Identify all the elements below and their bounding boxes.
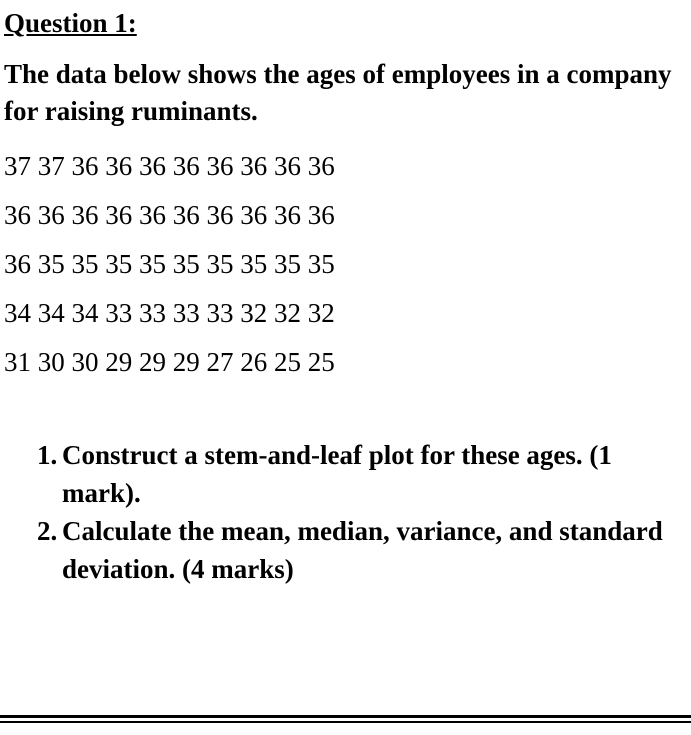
data-row: 36 36 36 36 36 36 36 36 36 36 [4, 200, 335, 230]
task-number: 1. [37, 440, 58, 470]
task-item [4, 512, 688, 588]
task-text: Calculate the mean, median, variance, and standard deviation. (4 marks) [62, 516, 663, 584]
question-intro: The data below shows the ages of employees in a company for raising ruminants. [4, 59, 672, 126]
task-text: Construct a stem-and-leaf plot for these ages. (1 mark). [62, 440, 612, 508]
data-row: 36 35 35 35 35 35 35 35 35 35 [4, 249, 335, 279]
data-row: 34 34 34 33 33 33 33 32 32 32 [4, 298, 335, 328]
double-rule-top [0, 715, 691, 718]
task-item [4, 436, 688, 512]
data-row: 37 37 36 36 36 36 36 36 36 36 [4, 151, 335, 181]
task-number: 2. [37, 516, 58, 546]
ages-data-block [4, 142, 335, 387]
question-heading: Question 1: [4, 8, 137, 38]
double-rule-bottom [0, 721, 691, 723]
task-list [4, 436, 688, 588]
data-row: 31 30 30 29 29 29 27 26 25 25 [4, 347, 335, 377]
